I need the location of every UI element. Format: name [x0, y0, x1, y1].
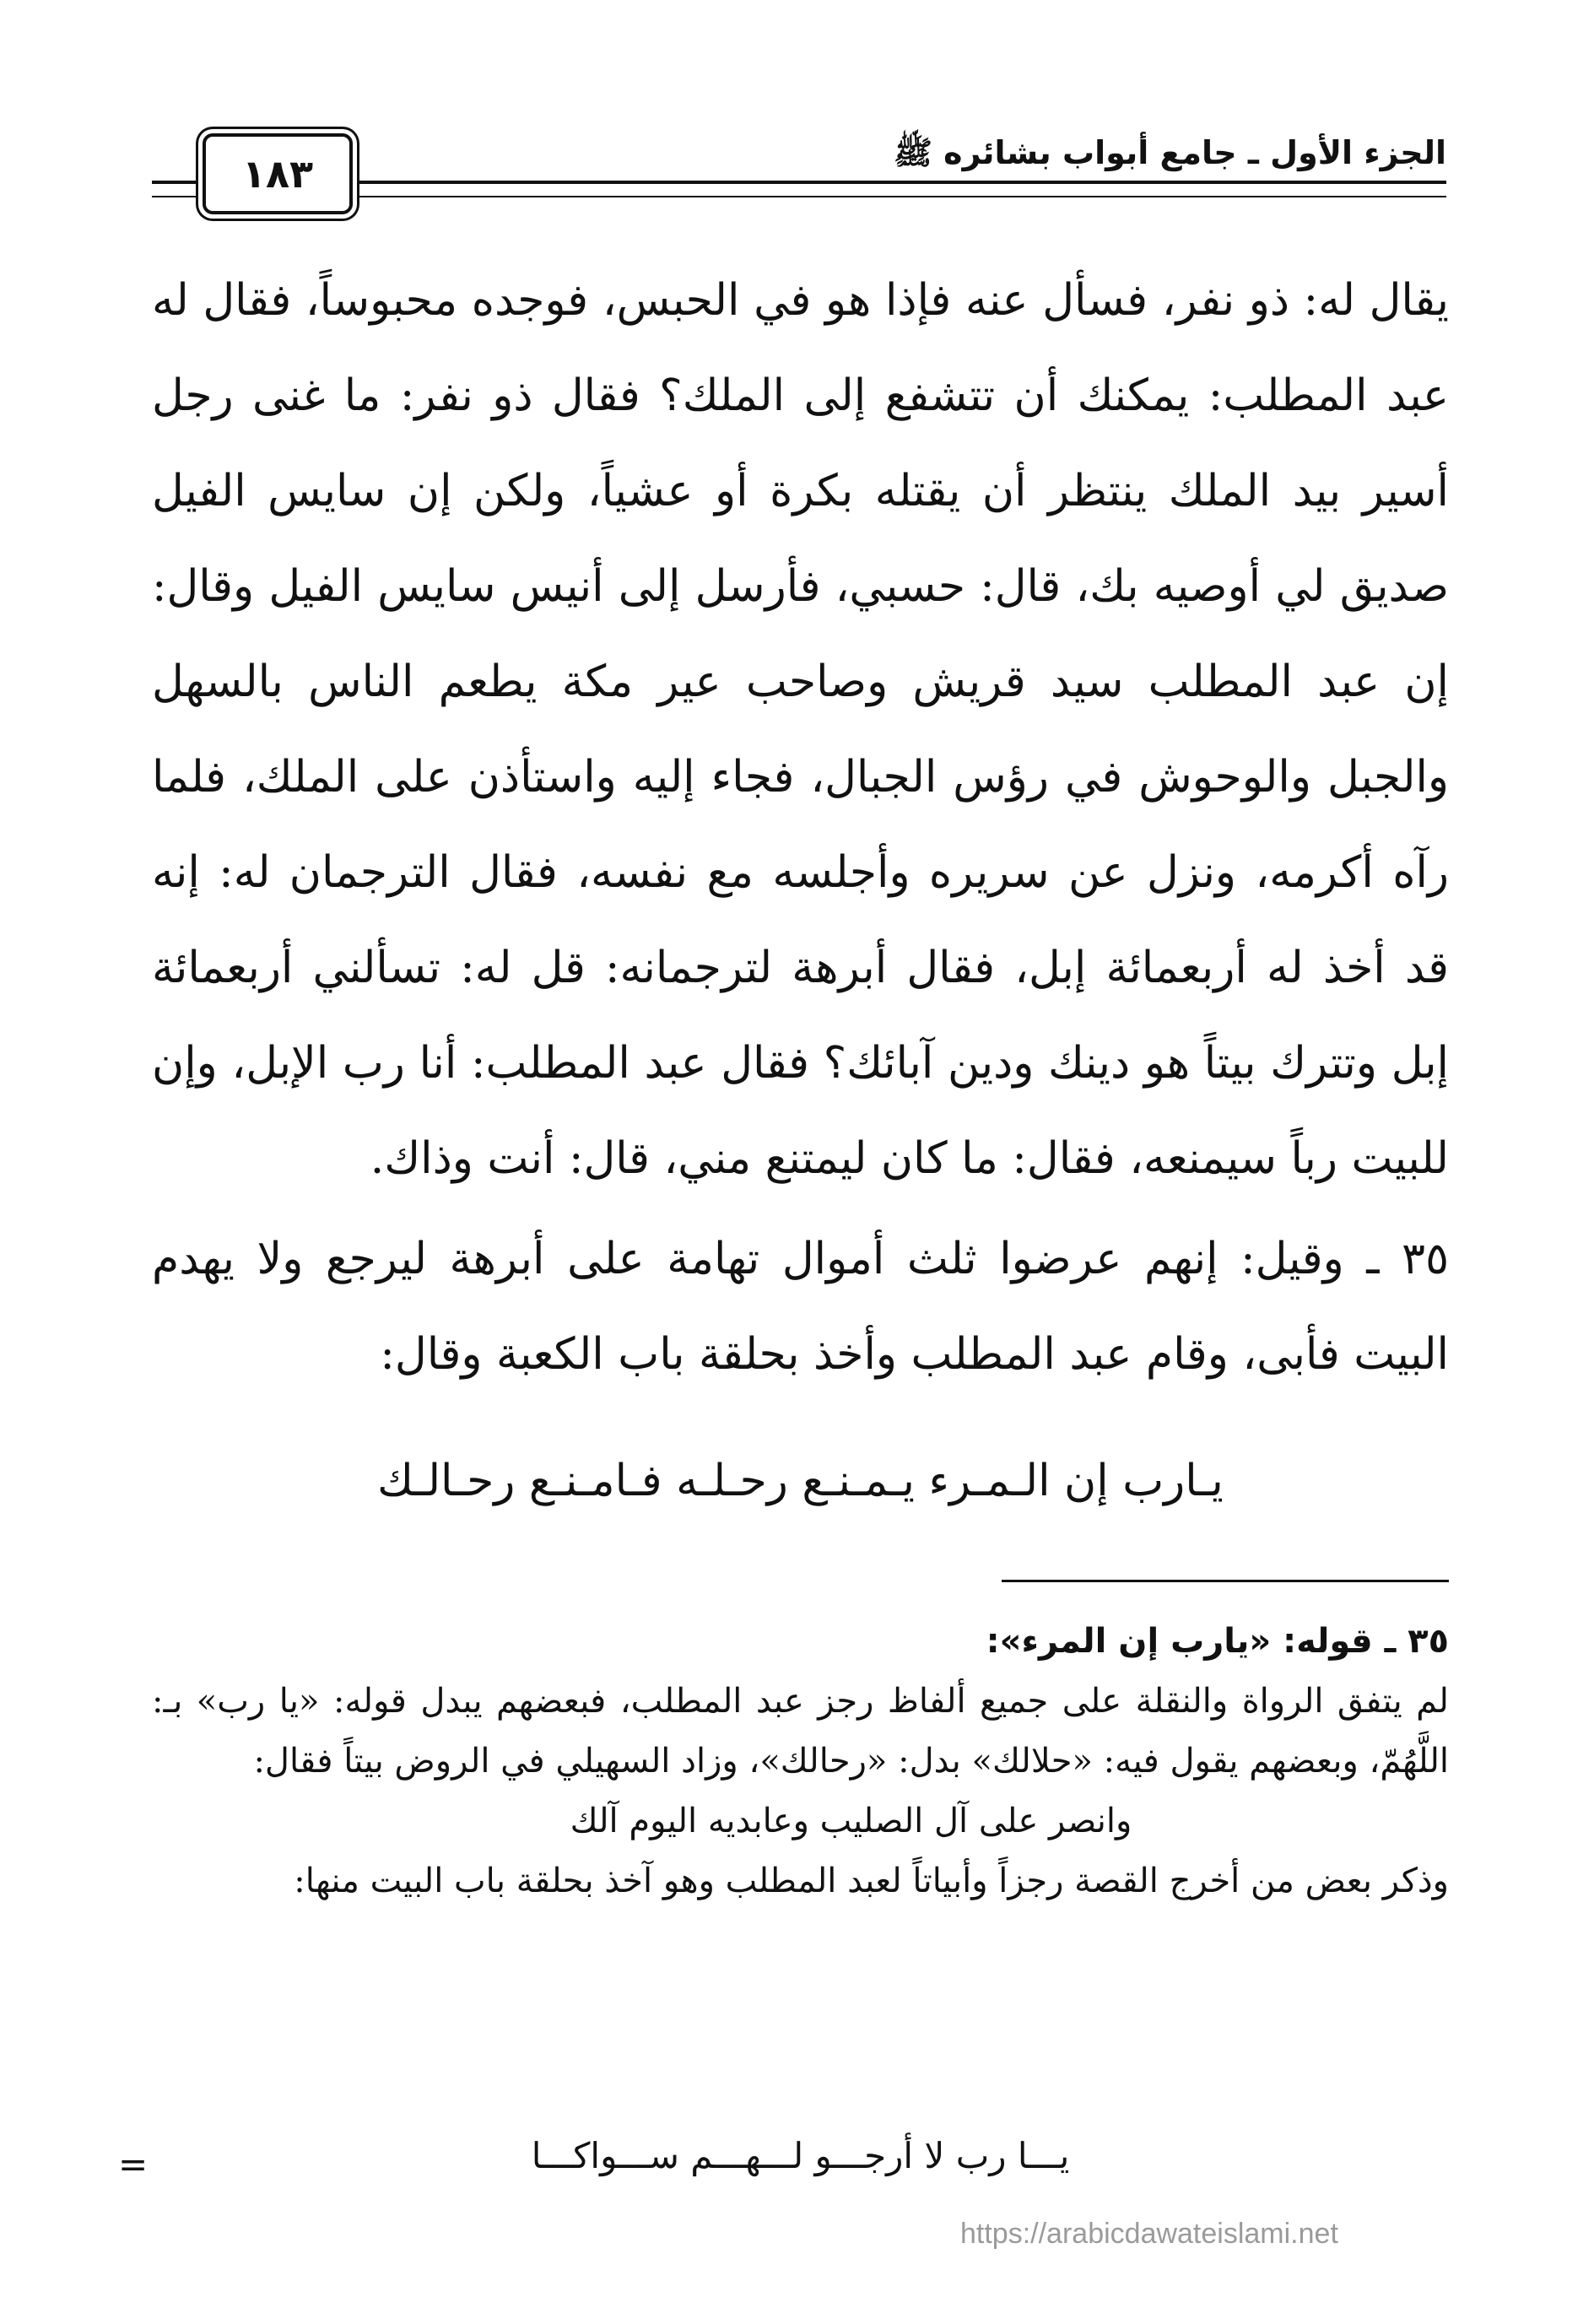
paragraph-1: يقال له: ذو نفر، فسأل عنه فإذا هو في الحبس، فوجده محبوساً، فقال له عبد المطلب: يمكنك أن تتشفع إلى الملك؟ فقال ذو نفر: ما غنى رجل أسير بيد الملك ينتظر أن يقتله بكرة أو عشياً، ولكن إن سايس الفيل صديق لي أوصيه بك، قال: حسبي، فأرسل إلى أنيس سايس الفيل وقال: إن عبد المطلب سيد قريش وصاحب عير مكة يطعم الناس بالسهل والجبل والوحوش في رؤس الجبال، فجاء إليه واستأذن على الملك، فلما رآه أكرمه، ونزل عن سريره وأجلسه مع نفسه، فقال الترجمان له: إنه قد أخذ له أربعمائة إبل، فقال أبرهة لترجمانه: قل له: تسألني أربعمائة إبل وتترك بيتاً هو دينك ودين آبائك؟ فقال عبد المطلب: أنا رب الإبل، وإن للبيت رباً سيمنعه، فقال: ما كان ليمتنع مني، قال: أنت وذاك.	[152, 275, 1450, 1184]
watermark-url: https://arabicdawateislami.net	[960, 2218, 1338, 2250]
page-number: ١٨٣	[203, 133, 353, 214]
footnote-text-1: لم يتفق الرواة والنقلة على جميع ألفاظ رجز عبد المطلب، فبعضهم يبدل قوله: «يا رب» بـ: اللَّهُمّ، وبعضهم يقول فيه: «حلالك» بدل: «رحالك»، وزاد السهيلي في الروض بيتاً فقال:	[152, 1682, 1449, 1781]
main-text	[152, 253, 1449, 1403]
continuation-mark: =	[118, 2143, 149, 2185]
footnote-section	[152, 1612, 1449, 1911]
running-title: الجزء الأول ـ جامع أبواب بشائره ﷺ	[894, 134, 1446, 171]
verse-line: يـارب إن الـمـرء يـمـنـع رحـلـه فـامـنـع رحـالـك	[377, 1456, 1224, 1506]
footnote-rule	[1002, 1580, 1449, 1582]
footnote-verse-1: وانصر على آل الصليب وعابديه اليوم آلك	[570, 1802, 1132, 1840]
footnote-verse-2: يـــا رب لا أرجـــو لـــهـــم ســـواكـــا	[531, 2135, 1070, 2176]
footnote-text-2: وذكر بعض من أخرج القصة رجزاً وأبياتاً لعبد المطلب وهو آخذ بحلقة باب البيت منها:	[294, 1862, 1449, 1900]
footnote-heading: ٣٥ ـ قوله: «يارب إن المرء»:	[986, 1622, 1449, 1661]
paragraph-2: ٣٥ ـ وقيل: إنهم عرضوا ثلث أموال تهامة على أبرهة ليرجع ولا يهدم البيت فأبى، وقام عبد المطلب وأخذ بحلقة باب الكعبة وقال:	[152, 1234, 1449, 1380]
